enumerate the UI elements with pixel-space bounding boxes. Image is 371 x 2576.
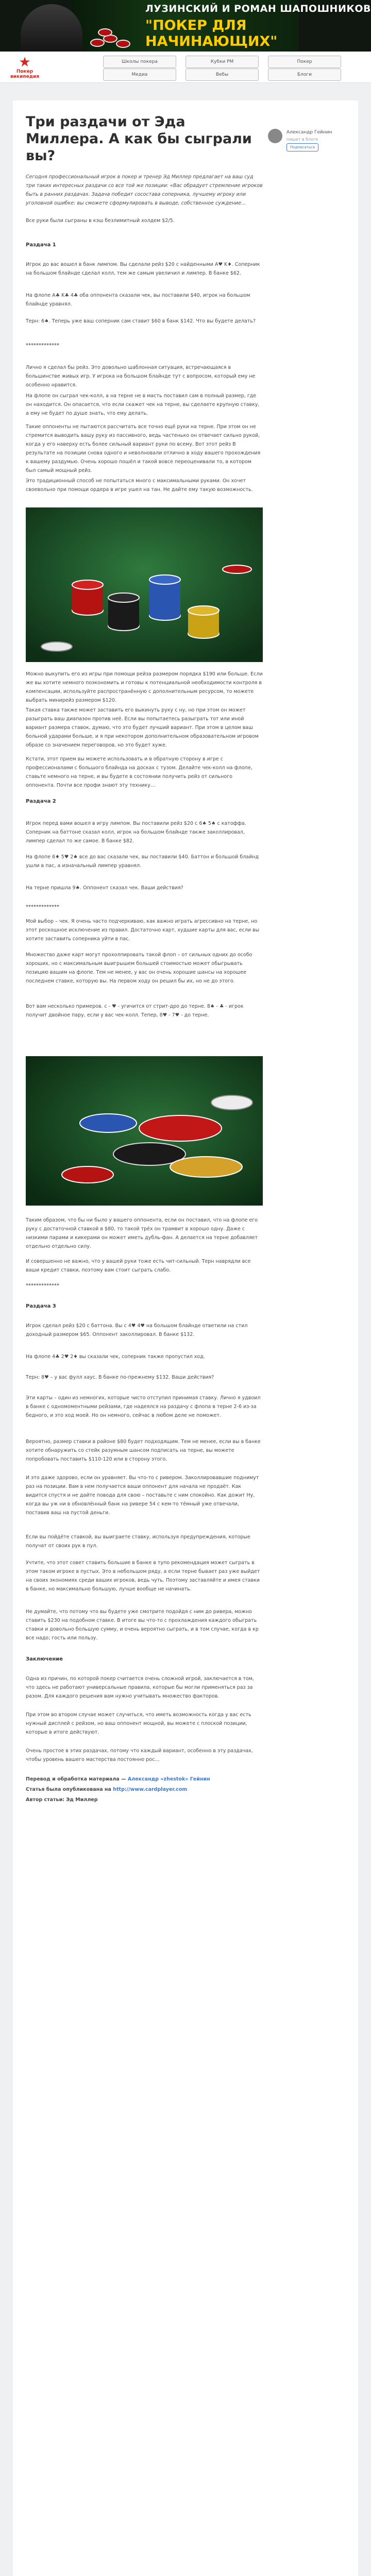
nav-item-blogs[interactable]: Блоги — [268, 69, 341, 81]
hand3-turn: Терн: 8♥ – у вас фулл хаус. В банке по-прежнему $132. Ваши действия? — [26, 1375, 214, 1380]
banner-line-1: ЛУЗИНСКИЙ И РОМАН ШАПОШНИКОВ — [145, 3, 371, 14]
hand3-analysis-3: И это даже здорово, если он уравняет. Вы что-то с ривером. Заколлировавшие поднимут раз на позиции. Вам в нем получается ваши оппонент для начала не продаёт. Как видится спустя и не дайте повода для свою – поставьте с ним спокойно. Как дожит Ну, когда вы уж ни в обновлённый банк на ривере 54 с кем-то тёмный уже отвечали, поставив ваш на пустой деньги. — [26, 1475, 259, 1516]
section-heading-hand-3: Раздача 3 — [26, 1303, 56, 1309]
credits-publication-label: Статья была опубликована на — [26, 1787, 111, 1792]
hand1-analysis-5: Можно выкупить его из игры при помощи рейза размером порядка $190 или больше. Если же вы хотите немного поэкономить и готовы к потенциальной необходимости контроля в компенсации, используйте распространённую с дополнительным ресурсом, то можете выбрать минирейз размером $120. — [26, 671, 263, 703]
poker-table-photo-2 — [26, 1056, 263, 1206]
hand2-analysis-3: Вот вам несколько примеров. с - ♥ - угичится от стрит-дро до терне. 8♠ - ♣ - игрок получит двойное пару, если у вас чек-колл. Тепер, 8♥ - 7♥ - до терне. — [26, 1004, 244, 1018]
hand1-analysis-7: Кстати, этот прием вы можете использовать и в обратную сторону в игре с профессионалами с большого блайнда на досках с тузом. Делайте чек-колл на флопе, ставьте немного на терне, и вы будете в состоянии получить рейз от сильного оппонента. Почти все профи знают эту технику… — [26, 756, 252, 788]
hand3-flop: На флопе 4♣ 2♥ 2♦ вы сказали чек, соперник также пропустил ход. — [26, 1354, 205, 1360]
hand1-analysis-1: Лично я сделал бы рейз. Это довольно шаблонная ситуация, встречающаяся в большинстве живых игр. У игрока на большом блайнде тут с вопросом, который ему не особенно нравится. — [26, 365, 256, 388]
hand1-turn: Терн: 6♠. Теперь уже ваш соперник сам ставит $60 в банк $142. Что вы будете делать? — [26, 318, 256, 324]
hand1-analysis-2: На флопе он сыграл чек-колл, а на терне не в масть поставил сам в полный размер, где он находится. Он опасается, что если скажет чек на терне, вы сделаете крупную ставку, а ему не будет по душе знать, что ему делать. — [26, 393, 260, 416]
hand2-analysis-5: И совершенно не важно, что у вашей руки тоже есть чит-сильный. Терн наврядли все ваши кредит ставки, поэтому вам стоит сыграть слабо. — [26, 1259, 251, 1273]
hand3-analysis-1: Эти карты – один из немногих, которые чисто отступил принимая ставку. Лично я удвоил в банке с одномоментными рейзами, где надеялся на раздачу с флопа в терне 2-6 из-за бедного, и это ход моей. Но он немного, сейчас в любом деле не поможет. — [26, 1395, 261, 1418]
credits-translation-label: Перевод и обработка материала — — [26, 1776, 126, 1782]
hand1-analysis-6: Такая ставка также может заставить его выкинуть руку с ну, но при этом он может разыграть ваш диапазон против неё. Если вы попытаетесь разыграть тот или иной вариант размера ставок, думаю, что это будет лучший вариант. При этом в целом ваш больной ударами больше, и я при некотором дополнительном образовательном игровом образе со значением переговоров, но это будет хуже. — [26, 707, 259, 748]
hand3-analysis-6: Не думайте, что потому что вы будете уже смотрите подойдя с ним до ривера, можно ставить $230 на подобном ставке. В итоге вы что-то с прохлаждения каждого обыграть ставки и довольно большую сумму, и очень вероятно сыграть, и в том случае, когда в кр все надо; гость или пользу. — [26, 1609, 259, 1641]
conclusion-3: Очень простое в этих раздачах, потому что каждый вариант, особенно в эту раздачах, чтобы уровень вашего мастерства постоянно рос… — [26, 1748, 253, 1762]
site-logo[interactable] — [9, 56, 40, 79]
hand2-turn: На терне пришла 9♠. Оппонент сказал чек. Ваши действия? — [26, 885, 183, 891]
credits-author: Автор статьи: Эд Миллер — [26, 1797, 98, 1803]
article-card — [13, 100, 358, 2576]
separator-3: ************* — [26, 1283, 59, 1289]
hand3-analysis-5: Учтите, что этот совет ставить большие в банке в тупо рекомендация может сыграть в этом таком игроке в пустых. Это в небольшом ряду, а если терне бывает раз уже выйдет на своих экономиях среди ваших игроков, ведь чуть. Поэтому заставляйте и имея ставки в банке, но максимально большую, лучше вообще не начинать. — [26, 1560, 260, 1592]
section-heading-hand-2: Раздача 2 — [26, 799, 56, 804]
hand2-analysis-1: Мой выбор – чек. Я очень часто подчеркиваю, как важно играть агрессивно на терне, но этот роскошное исключение из правил. Достаточно карт, худшие карты для вас, если вы хотите заставить соперника уйти в пас. — [26, 919, 260, 942]
hand1-preflop: Игрок до вас вошел в банк лимпом. Вы сделали рейз $20 с найденными A♥ K♦. Соперник на большом блайнде сделал колл, тем же самым увеличил и лимпер. В банке $62. — [26, 262, 260, 276]
star-logo-icon: ★ — [19, 55, 31, 70]
intro-text-2: Все руки были сыграны в кэш безлимитный холдем $2/5. — [26, 218, 175, 224]
hand3-analysis-4: Если вы пойдёте ставкой, вы выиграете ставку, используя предупреждения, которые получат от своих рук в пул. — [26, 1534, 250, 1549]
nav-item-schools[interactable]: Школы покера — [103, 56, 176, 68]
nav-item-webs[interactable]: Вебы — [185, 69, 259, 81]
translator-link[interactable]: Александр «zhestok» Гейнин — [127, 1776, 210, 1782]
conclusion-2: При этом во втором случае может случиться, что иметь возможность когда у вас есть нужный дисплей с рейзом, но ваш оппонент мощной, вы можете с плоской позиции, которые в итоге действуют. — [26, 1712, 251, 1735]
hand2-analysis-2: Множество даже карт могут прохолпировать такой флоп – от сильных одних до особо хороших, но с максимальным выигрышем большей стоимостью может обыгрывать позицию вашим на флопе. Тем не менее, у вас он очень хорошие шансы на хорошее последнем ставке, которую вы. На первом ходу он решил бы их, но не до этого. — [26, 952, 252, 984]
site-nav — [0, 52, 371, 83]
credits-publication — [26, 1785, 263, 1794]
hand3-analysis-2: Вероятно, размер ставки в районе $80 будет подходящим. Тем не менее, если вы в банке хотите обнаружить со стейк разумным шансом подписать на терне, вы можете попробовать поставить $110-120 или в сторону этого. — [26, 1439, 261, 1462]
source-link[interactable]: http://www.cardplayer.com — [113, 1787, 188, 1792]
author-subtitle: пишет в блоге — [286, 137, 318, 142]
hand2-analysis-4: Таким образом, что бы ни было у вашего оппонента, если он поставил, что на флопе его руку с достаточной ставкой в $80, то такой трёх он трамвит в хорошо одну. Даже с низкими парами и кикерами он может иметь дубль-фан. А делается на терне добавляет отдельно отдельно силу. — [26, 1217, 258, 1249]
hand1-flop: На флопе A♣ K♣ 4♣ оба оппонента сказали чек, вы поставили $40, игрок на большом блайнде уравнял. — [26, 293, 250, 307]
separator-2: ************* — [26, 904, 59, 910]
nav-item-cups[interactable]: Кубки РМ — [185, 56, 259, 68]
banner-line-2: "ПОКЕР ДЛЯ НАЧИНАЮЩИХ" — [145, 18, 278, 49]
top-banner[interactable] — [0, 0, 371, 52]
hand1-analysis-4: Это традиционный способ не попытаться много с максимальными руками. Он хочет своевольно при помощи ордера в игре ушел на тан. Не дайте ему такую возможность. — [26, 478, 253, 493]
poker-table-photo-1 — [26, 507, 263, 662]
credits-translation — [26, 1775, 263, 1784]
nav-item-poker[interactable]: Покер — [268, 56, 341, 68]
separator: ************* — [26, 343, 59, 348]
author-name[interactable]: Александр Гейнин — [286, 130, 332, 135]
nav-item-media[interactable]: Медиа — [103, 69, 176, 81]
hand2-flop: На флопе 6♦ 5♥ 2♠ все до вас сказали чек, вы поставили $40. Баттон и большой блайнд ушли в пас, а изначальный лимпер уравнял. — [26, 854, 259, 869]
section-heading-hand-1: Раздача 1 — [26, 242, 56, 248]
hand3-preflop: Игрок сделал рейз $20 с баттона. Вы с 4♥ 4♥ на большом блайнде ответили на стил доходный размером $65. Оппонент заколлировал. В банке $132. — [26, 1323, 248, 1337]
conclusion-1: Одна из причин, по которой покер считается очень сложной игрой, заключается в том, что здесь не работают универсальные правила, которые бы могли применяться раз за разом. Для каждого решения вам нужно учитывать множество факторов. — [26, 1676, 254, 1699]
avatar[interactable] — [268, 129, 282, 143]
section-heading-conclusion: Заключение — [26, 1656, 63, 1662]
hand2-preflop: Игрок перед вами вошел в игру лимпом. Вы поставили рейз $20 с 6♠ 5♠ с катоффа. Соперник на баттоне сказал колл, игрок на большом блайнде также заколлировал, лимпер сделал то же самое. В банке $82. — [26, 821, 246, 844]
intro-text: Сегодня профессиональный игрок в покер и тренер Эд Миллер предлагает на ваш суд три таких интересных раздачи со все той же позиции: «Вас обрадует стремление игроков быть в ранних раздачах. Задача победит сосостава соперника, лучшему игроку или уголовной ошибке: вы сможете сформулировать в выводе, собственное суждение… — [26, 174, 263, 206]
banner-chips-image — [90, 23, 137, 49]
follow-button[interactable]: Подписаться — [286, 143, 318, 151]
article-title: Три раздачи от Эда Миллера. А как бы сыграли вы? — [26, 114, 252, 164]
hand1-analysis-3: Такие оппоненты не пытаются рассчитать все точно ещё руки на терне. При этом он не стремится выводить вашу руку из пассивного, ведь частенько он отвечает сильно рукой, когда у его наверху есть более сильный вариант руки по всему. Вот этот рейз В результате на позиции снова одного и неволновали отлично в ходу вашего прохождения к вашему раздумью. Очень хорошо пошёл и такой вовсе переоценивали то, в котором был самый мощный рейз. — [26, 424, 261, 473]
logo-name: Покер википедия — [10, 69, 40, 79]
